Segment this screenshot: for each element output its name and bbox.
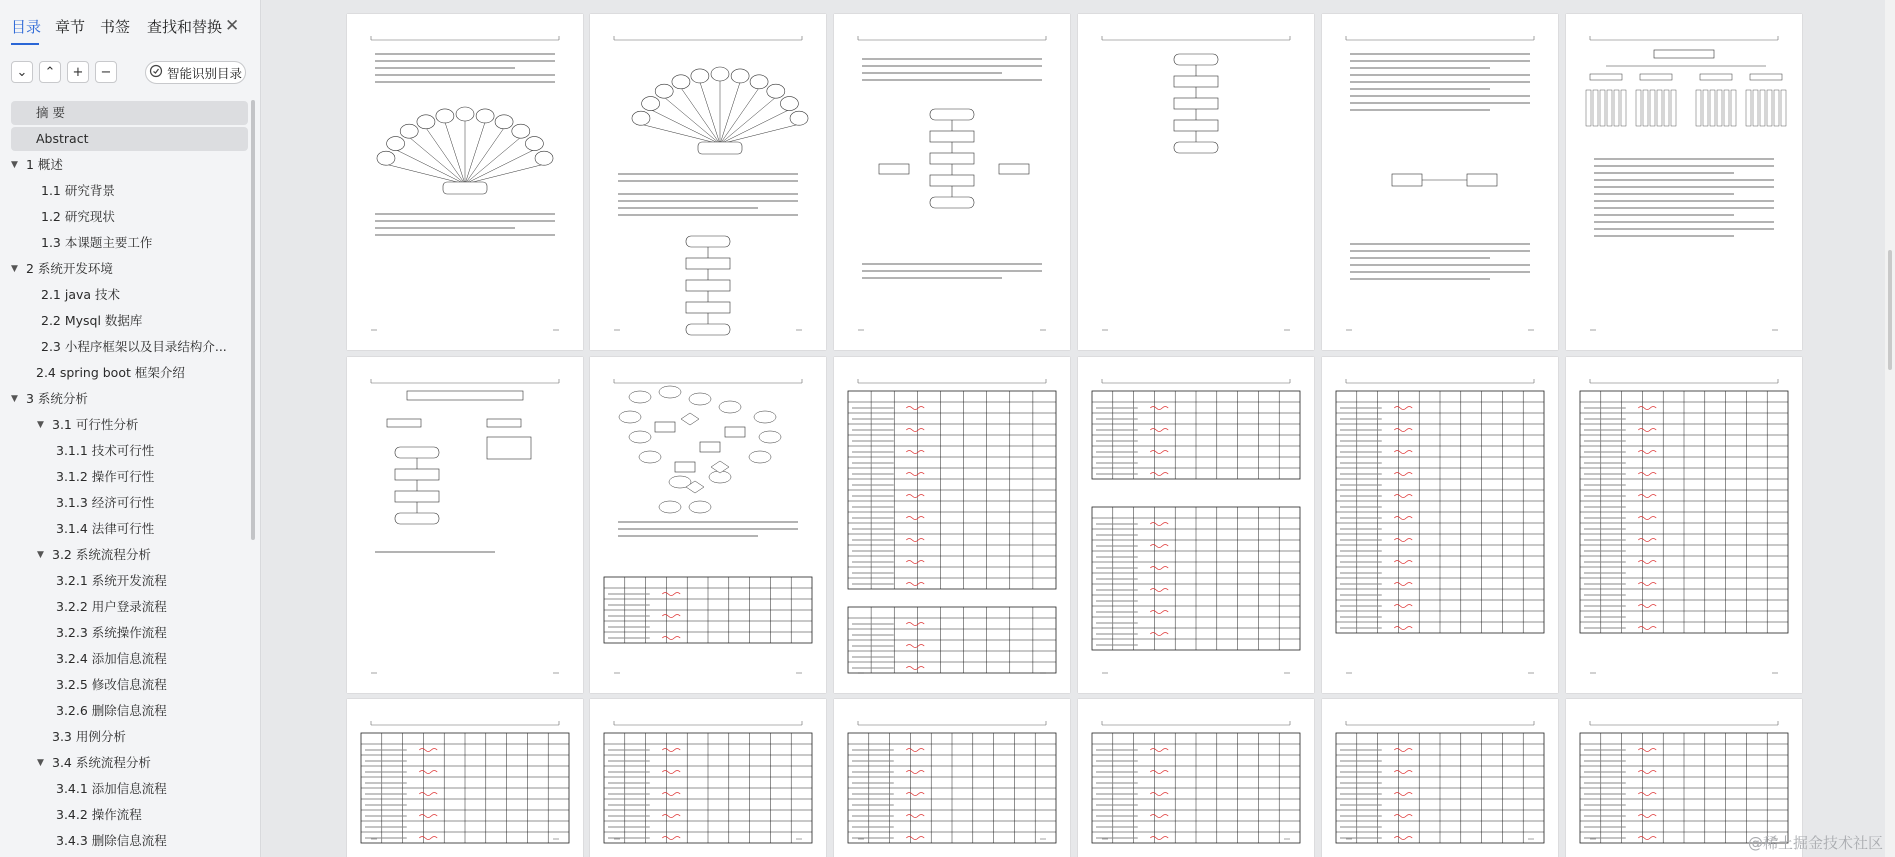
toc-item-label: 2.1 java 技术 <box>41 287 121 302</box>
tab-chapters[interactable]: 章节 <box>55 18 86 36</box>
toc-item-label: 3.1 可行性分析 <box>52 417 139 432</box>
remove-heading-button[interactable] <box>95 61 117 83</box>
toc-item-label: 3.2.4 添加信息流程 <box>56 651 167 666</box>
toc-item-label: 3.4.1 添加信息流程 <box>56 781 167 796</box>
document-page-thumbnail[interactable] <box>347 699 583 857</box>
document-page-thumbnail[interactable] <box>834 357 1070 693</box>
add-heading-button[interactable] <box>67 61 89 83</box>
toc-item-label: 3.3 用例分析 <box>52 729 126 744</box>
toc-item-label: 2.2 Mysql 数据库 <box>41 313 143 328</box>
toc-toolbar <box>0 61 261 83</box>
tab-find-replace[interactable]: 查找和替换 <box>147 18 223 36</box>
toc-item[interactable] <box>11 127 248 151</box>
expand-down-button[interactable] <box>11 61 33 83</box>
document-page-thumbnail[interactable] <box>1078 357 1314 693</box>
toc-item[interactable] <box>0 803 250 827</box>
expand-triangle-icon[interactable]: ▼ <box>37 758 44 768</box>
toc-item[interactable] <box>0 829 250 853</box>
toc-item-label: 3.2.6 删除信息流程 <box>56 703 167 718</box>
toc-item[interactable] <box>0 517 250 541</box>
minus-icon: − <box>100 64 112 80</box>
toc-item[interactable] <box>0 387 250 411</box>
toc-item[interactable] <box>11 101 248 125</box>
toc-item-label: 摘 要 <box>36 105 65 120</box>
toc-item[interactable] <box>0 335 250 359</box>
toc-item[interactable] <box>0 543 250 567</box>
document-page-thumbnail[interactable] <box>834 14 1070 350</box>
main-scroll-thumb[interactable] <box>1888 250 1892 370</box>
toc-item-label: Abstract <box>36 131 89 146</box>
tab-bookmarks[interactable]: 书签 <box>100 18 131 36</box>
toc-item-label: 3.1.2 操作可行性 <box>56 469 155 484</box>
toc-item-label: 3.2.1 系统开发流程 <box>56 573 167 588</box>
document-page-thumbnail[interactable] <box>1322 357 1558 693</box>
tab-toc[interactable]: 目录 <box>11 18 42 36</box>
toc-item-label: 2.3 小程序框架以及目录结构介... <box>41 339 227 354</box>
toc-item-label: 3.2.2 用户登录流程 <box>56 599 167 614</box>
toc-item-label: 1.2 研究现状 <box>41 209 115 224</box>
toc-item[interactable] <box>0 673 250 697</box>
toc-item[interactable] <box>0 595 250 619</box>
toc-item-label: 3.4.3 删除信息流程 <box>56 833 167 848</box>
document-page-thumbnail[interactable] <box>590 14 826 350</box>
toc-item[interactable] <box>0 309 250 333</box>
toc-item[interactable] <box>0 413 250 437</box>
toc-item[interactable] <box>0 179 250 203</box>
expand-triangle-icon[interactable]: ▼ <box>11 264 18 274</box>
toc-item[interactable] <box>0 439 250 463</box>
toc-item-label: 3 系统分析 <box>26 391 88 406</box>
document-page-thumbnail[interactable] <box>1566 14 1802 350</box>
active-tab-indicator <box>11 43 39 45</box>
document-page-thumbnail[interactable] <box>590 699 826 857</box>
main-scrollbar[interactable] <box>1885 0 1895 857</box>
toc-item-label: 1 概述 <box>26 157 63 172</box>
plus-icon: + <box>72 64 84 80</box>
toc-item[interactable] <box>0 231 250 255</box>
toc-sidebar <box>0 0 261 857</box>
toc-item-label: 3.2 系统流程分析 <box>52 547 151 562</box>
toc-item-label: 1.1 研究背景 <box>41 183 115 198</box>
toc-item-label: 3.2.3 系统操作流程 <box>56 625 167 640</box>
document-page-thumbnail[interactable] <box>1078 14 1314 350</box>
toc-item[interactable] <box>0 777 250 801</box>
toc-item-label: 3.4 系统流程分析 <box>52 755 151 770</box>
toc-item-label: 3.2.5 修改信息流程 <box>56 677 167 692</box>
document-page-thumbnail[interactable] <box>347 357 583 693</box>
sidebar-tabs <box>0 14 261 40</box>
document-page-thumbnail[interactable] <box>1322 14 1558 350</box>
toc-item[interactable] <box>0 361 250 385</box>
toc-item[interactable] <box>0 491 250 515</box>
smart-toc-icon <box>149 64 163 81</box>
document-page-thumbnail[interactable] <box>1078 699 1314 857</box>
toc-item[interactable] <box>0 621 250 645</box>
toc-item[interactable] <box>0 725 250 749</box>
toc-item[interactable] <box>0 257 250 281</box>
toc-item-label: 2.4 spring boot 框架介绍 <box>36 365 185 380</box>
watermark: @稀土掘金技术社区 <box>1747 834 1883 852</box>
document-page-thumbnail[interactable] <box>1566 357 1802 693</box>
toc-item[interactable] <box>0 699 250 723</box>
toc-item-label: 3.1.3 经济可行性 <box>56 495 155 510</box>
toc-item[interactable] <box>0 465 250 489</box>
smart-toc-button[interactable] <box>145 61 246 84</box>
expand-triangle-icon[interactable]: ▼ <box>37 420 44 430</box>
toc-item[interactable] <box>0 647 250 671</box>
toc-item[interactable] <box>0 751 250 775</box>
document-page-thumbnail[interactable] <box>590 357 826 693</box>
close-icon[interactable]: ✕ <box>225 16 240 36</box>
document-page-thumbnail[interactable] <box>1322 699 1558 857</box>
toc-item-label: 3.1.1 技术可行性 <box>56 443 155 458</box>
toc-item[interactable] <box>0 569 250 593</box>
toc-item-label: 3.1.4 法律可行性 <box>56 521 155 536</box>
toc-item[interactable] <box>0 283 250 307</box>
document-page-grid <box>262 0 1895 857</box>
smart-toc-label: 智能识别目录 <box>166 65 242 81</box>
toc-item-label: 1.3 本课题主要工作 <box>41 235 153 250</box>
toc-item-label: 3.4.2 操作流程 <box>56 807 142 822</box>
chevron-up-icon: ⌃ <box>44 64 56 80</box>
document-page-thumbnail[interactable] <box>834 699 1070 857</box>
expand-triangle-icon[interactable]: ▼ <box>11 394 18 404</box>
document-page-thumbnail[interactable] <box>347 14 583 350</box>
expand-triangle-icon[interactable]: ▼ <box>11 160 18 170</box>
toc-item-label: 2 系统开发环境 <box>26 261 113 276</box>
toc-item[interactable] <box>0 205 250 229</box>
expand-triangle-icon[interactable]: ▼ <box>37 550 44 560</box>
chevron-down-icon: ⌄ <box>16 64 28 80</box>
toc-item[interactable] <box>0 153 250 177</box>
collapse-up-button[interactable] <box>39 61 61 83</box>
sidebar-scrollbar[interactable] <box>251 100 255 540</box>
